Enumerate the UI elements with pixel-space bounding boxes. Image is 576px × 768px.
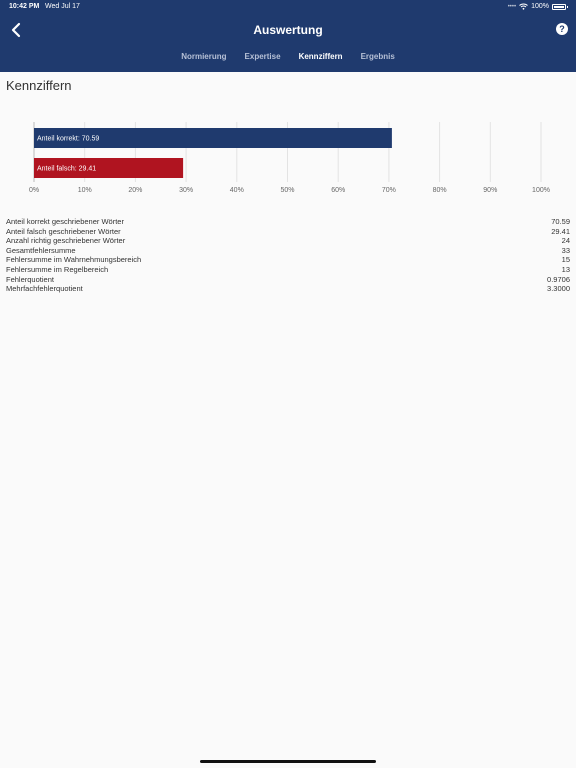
stats-list bbox=[6, 217, 570, 294]
stat-label: Fehlerquotient bbox=[6, 274, 54, 284]
x-tick-label: 90% bbox=[483, 187, 498, 194]
stat-label: Anteil falsch geschriebener Wörter bbox=[6, 226, 121, 236]
stat-row bbox=[6, 246, 570, 256]
bar-data-label: Anteil korrekt: 70.59 bbox=[37, 135, 100, 143]
x-tick-label: 40% bbox=[229, 187, 244, 194]
stat-row bbox=[6, 284, 570, 294]
x-tick-label: 50% bbox=[280, 187, 295, 194]
stat-value: 29.41 bbox=[551, 226, 570, 236]
tab-bar bbox=[0, 52, 576, 61]
stat-value: 0.9706 bbox=[547, 274, 570, 284]
stat-row bbox=[6, 255, 570, 265]
tab-normierung[interactable]: Normierung bbox=[181, 52, 227, 61]
stat-value: 24 bbox=[561, 236, 570, 246]
x-tick-label: 20% bbox=[128, 187, 143, 194]
x-tick-label: 30% bbox=[179, 187, 194, 194]
stat-value: 3.3000 bbox=[547, 284, 570, 294]
x-tick-label: 100% bbox=[532, 187, 550, 194]
tab-expertise[interactable]: Expertise bbox=[244, 52, 281, 61]
stat-row bbox=[6, 227, 570, 237]
header bbox=[0, 0, 576, 72]
stat-label: Fehlersumme im Regelbereich bbox=[6, 264, 109, 274]
stat-row bbox=[6, 275, 570, 285]
status-date: Wed Jul 17 bbox=[45, 3, 80, 10]
tab-ergebnis[interactable]: Ergebnis bbox=[360, 52, 395, 61]
x-tick-label: 10% bbox=[77, 187, 92, 194]
stat-row bbox=[6, 265, 570, 275]
wifi-icon bbox=[519, 3, 528, 10]
stat-value: 15 bbox=[561, 255, 570, 265]
page-title: Kennziffern bbox=[6, 78, 72, 93]
bar-data-label: Anteil falsch: 29.41 bbox=[37, 165, 97, 173]
status-time: 10:42 PM bbox=[9, 3, 40, 10]
help-icon[interactable]: ? bbox=[556, 23, 568, 35]
stat-value: 13 bbox=[561, 264, 570, 274]
stat-label: Gesamtfehlersumme bbox=[6, 245, 76, 255]
status-bar bbox=[0, 0, 576, 14]
stat-label: Anzahl richtig geschriebener Wörter bbox=[6, 236, 126, 246]
x-tick-label: 80% bbox=[432, 187, 447, 194]
nav-title: Auswertung bbox=[253, 23, 323, 37]
stat-label: Anteil korrekt geschriebener Wörter bbox=[6, 217, 124, 226]
x-tick-label: 60% bbox=[331, 187, 346, 194]
x-tick-label: 0% bbox=[28, 187, 40, 194]
signal-dots-icon: •••• bbox=[507, 3, 517, 10]
battery-percent: 100% bbox=[531, 3, 549, 10]
percentage-bar-chart bbox=[0, 110, 576, 200]
tab-kennziffern[interactable]: Kennziffern bbox=[298, 52, 343, 61]
stat-value: 33 bbox=[561, 245, 570, 255]
battery-icon bbox=[552, 4, 566, 10]
stat-value: 70.59 bbox=[551, 217, 570, 226]
stat-row bbox=[6, 236, 570, 246]
x-tick-label: 70% bbox=[381, 187, 396, 194]
stat-row bbox=[6, 217, 570, 227]
stat-label: Fehlersumme im Wahrnehmungsbereich bbox=[6, 255, 142, 265]
stat-label: Mehrfachfehlerquotient bbox=[6, 284, 83, 294]
status-right bbox=[508, 3, 566, 10]
home-indicator bbox=[200, 760, 376, 763]
